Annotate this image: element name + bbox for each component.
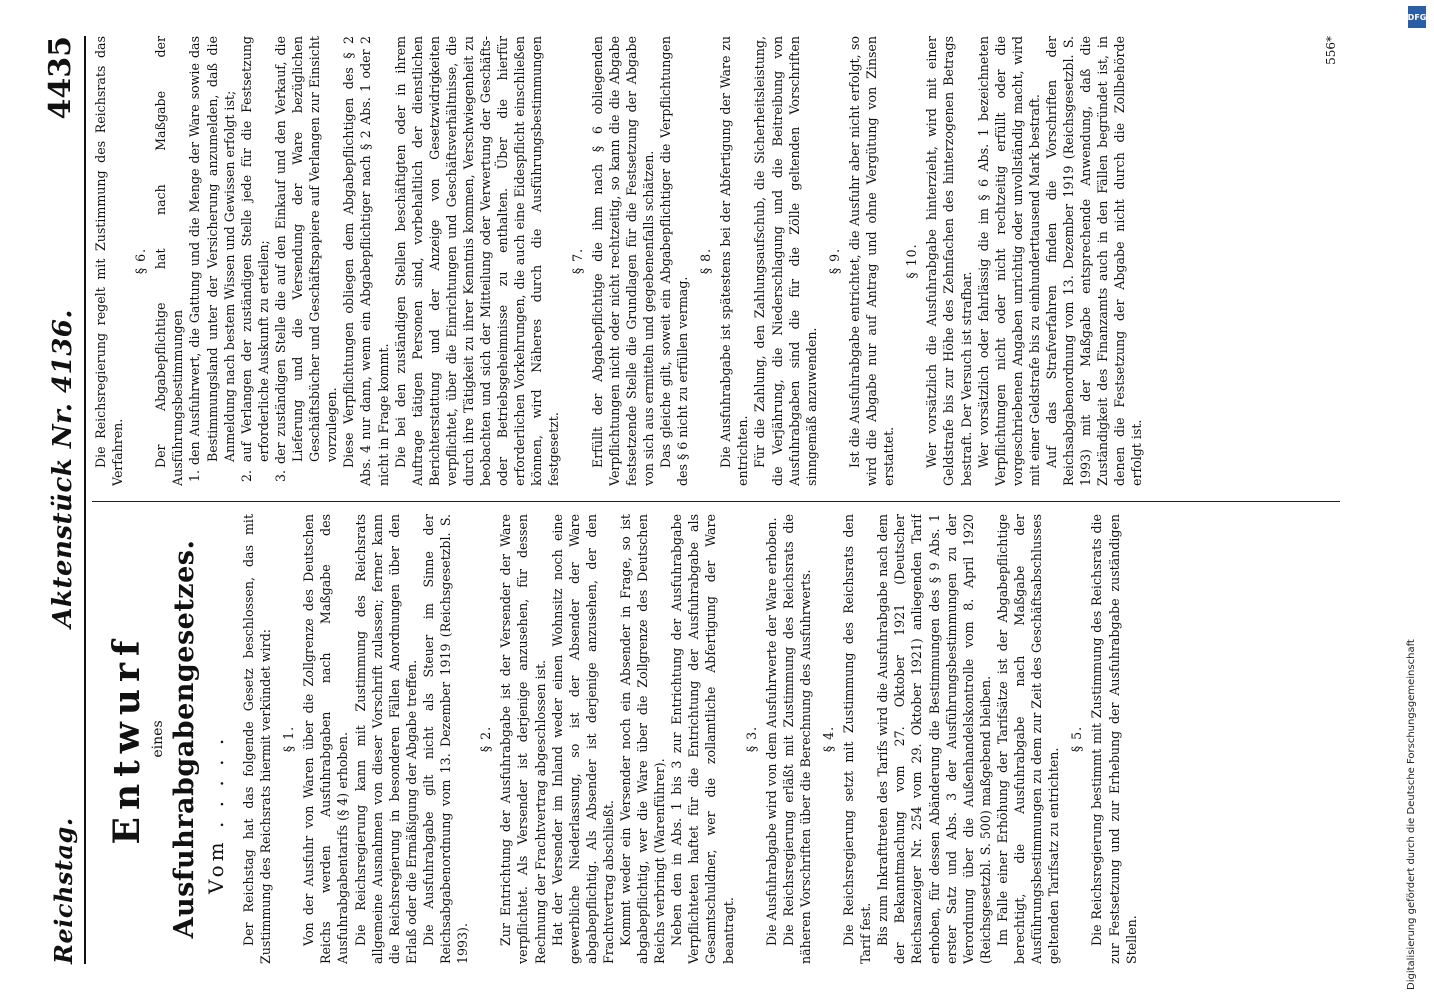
section-heading-2: § 2. [478,725,494,753]
paragraph: Die Ausfuhrabgabe gilt nicht als Steuer im Sinne der Reichsabgabenordnung vom 13. Dezember 1919 (Reichsgesetzbl. S. 1993). [420,514,471,964]
paragraph: Von der Ausfuhr von Waren über die Zollgrenze des Deutschen Reichs werden Ausfuhrabgaben nach Maßgabe des Ausfuhrabgabentarifs (§ 4) erhoben. [301,514,351,964]
section-heading-6: § 6. [133,247,149,275]
section-heading-4: § 4. [821,725,836,753]
section-heading-3: § 3. [743,725,759,753]
text-columns [92,36,1340,964]
list-item: 1. den Ausfuhrwert, die Gattung und die Menge der Ware sowie das Bestimmungsland unter der Versicherung anzumelden, daß die Anmeldung nach bestem Wissen und Gewissen erfolgt ist; [187,36,237,482]
header-reichstag: Reichstag. [49,817,78,964]
paragraph: Diese Verpflichtungen obliegen dem Abgabepflichtigen des § 2 Abs. 4 nur dann, wenn ein Abgabepflichtiger nach § 2 Abs. 1 oder 2 nicht in Frage kommt. [341,36,391,486]
paragraph: Die Ausfuhrabgabe ist spätestens bei der Abfertigung der Ware zu entrichten. [718,36,751,486]
paragraph: Die Reichsregierung erläßt mit Zustimmung des Reichsrats die näheren Vorschriften über die Berechnung des Ausfuhrwerts. [780,514,813,964]
paragraph: Für die Zahlung, den Zahlungsaufschub, die Sicherheitsleistung, die Verjährung, die Niederschlagung und die Beitreibung von Ausfuhrabgaben sind die für die Zölle geltenden Vorschriften sinngemäß anzuwenden. [752,36,819,486]
section-heading-10: § 10. [904,243,920,279]
paragraph: Wer vorsätzlich oder fahrlässig die im § 6 Abs. 1 bezeichneten Verpflichtungen nicht oder nicht rechtzeitig erfüllt oder die vorgeschriebenen Angaben unrichtig oder unvollständig macht, wird mit einer Geldstrafe bis zu einhunderttausend Mark bestraft. [975,36,1042,486]
paragraph: Der Abgabepflichtige hat nach Maßgabe der Ausführungsbestimmungen [153,36,186,486]
left-column [92,514,1340,964]
paragraph: Erfüllt der Abgabepflichtige die ihm nach § 6 obliegenden Verpflichtungen nicht oder nicht rechtzeitig, so kann die die Abgabe festsetzende Stelle die Grundlagen für die Festsetzung der Abgabe von sich aus ermitteln und gegebenenfalls schätzen. [589,36,656,486]
paragraph: Bis zum Inkrafttreten des Tarifs wird die Ausfuhrabgabe nach dem der Bekanntmachung vom 27. Oktober 1921 (Deutscher Reichsanzeiger Nr. 254 vom 29. Oktober 1921) anliegenden Tarif erhoben, für dessen Abänderung die Bestimmungen des § 9 Abs. 1 erster Satz und Abs. 3 der Ausführungsbestimmungen zu der Verordnung über die Außenhandelskontrolle vom 8. April 1920 (Reichsgesetzbl. S. 500) maßgebend bleiben. [875,514,993,964]
list-item: 3. der zuständigen Stelle die auf den Einkauf und den Verkauf, die Lieferung und die Versendung der Ware bezüglichen Geschäftsbücher und Geschäftspapiere auf Verlangen zur Einsicht vorzulegen. [272,36,340,482]
section-heading-8: § 8. [698,247,714,275]
section-heading-5: § 5. [1069,725,1085,753]
paragraph: Das gleiche gilt, soweit ein Abgabepflichtiger die Verpflichtungen des § 6 nicht zu erfüllen vermag. [658,36,691,486]
section-heading-9: § 9. [826,247,842,275]
section-heading-7: § 7. [569,247,585,275]
title-entwurf: Entwurf [106,633,148,845]
header-aktenstueck: Aktenstück Nr. 4136. [48,309,78,628]
paragraph: Die bei den zuständigen Stellen beschäftigten oder in ihrem Auftrage tätigen Personen sind, vorbehaltlich der dienstlichen Berichterstattung und der Anzeige von Gesetzwidrigkeiten verpflichtet, über die Einrichtungen und Geschäftsverhältnisse, die durch ihre Tätigkeit zu ihrer Kenntnis kommen, Verschwiegenheit zu beobachten und sich der Mitteilung oder Verwertung der Geschäfts- oder Betriebsgeheimnisse zu enthalten. Über die hierfür erforderlichen Vorkehrungen, die auch eine Eidespflicht einschließen können, wird Näheres durch die Ausführungsbestimmungen festgesetzt. [392,36,562,486]
paragraph: Die Reichsregierung setzt mit Zustimmung des Reichsrats den Tarif fest. [841,514,874,964]
title-main: Ausfuhrabgabengesetzes. [169,539,200,939]
title-block [106,514,230,964]
paragraph: Zur Entrichtung der Ausfuhrabgabe ist der Versender der Ware verpflichtet. Als Versender ist derjenige anzusehen, für dessen Rechnung der Frachtvertrag abgeschlossen ist. [498,514,548,964]
page-number: 4435 [43,36,78,120]
paragraph: Hat der Versender im Inland weder einen Wohnsitz noch eine gewerbliche Niederlassung, so ist der Absender der Ware abgabepflichtig. Als Absender ist derjenige anzusehen, der den Frachtvertrag abschließt. [549,514,616,964]
title-eines: eines [150,720,166,758]
paragraph: Ist die Ausfuhrabgabe entrichtet, die Ausfuhr aber nicht erfolgt, so wird die Abgabe nur auf Antrag und ohne Vergütung von Zinsen erstattet. [846,36,897,486]
list-item: 2. auf Verlangen der zuständigen Stelle jede für die Festsetzung erforderliche Auskunft zu erteilen; [238,36,271,482]
credit-text: Digitalisierung gefördert durch die Deutsche Forschungsgemeinschaft [1406,639,1417,990]
column-divider [92,501,1340,502]
paragraph: Auf das Strafverfahren finden die Vorschriften der Reichsabgabenordnung vom 13. Dezember 1919 (Reichsgesetzbl. S. 1993) mit der Maßgabe entsprechende Anwendung, daß die Zuständigkeit des Finanzamts auch in den Fällen begründet ist, in denen die Festsetzung der Abgabe nicht durch die Zollbehörde erfolgt ist. [1043,36,1145,486]
title-vom: Vom . . . . . [204,734,228,894]
paragraph: Im Falle einer Erhöhung der Tarifsätze ist der Abgabepflichtige berechtigt, die Ausfuhrabgabe nach Maßgabe der Ausführungsbestimmungen zu dem zur Zeit des Geschäftsabschlusses geltenden Tarifsatz zu entrichten. [994,514,1062,964]
paragraph: Die Reichsregierung regelt mit Zustimmung des Reichsrats das Verfahren. [93,36,126,486]
page-header [34,36,86,964]
page-footnote: 556* [1323,36,1338,65]
paragraph: Die Ausfuhrabgabe wird von dem Ausfuhrwerte der Ware erhoben. [763,517,779,946]
digitization-credit [1396,0,1434,1000]
section-heading-1: § 1. [281,725,297,753]
paragraph: Neben den in Abs. 1 bis 3 zur Entrichtung der Ausfuhrabgabe Verpflichteten haftet für die Entrichtung der Ausfuhrabgabe als Gesamtschuldner, wer die zollamtliche Abfertigung der Ware beantragt. [669,514,736,964]
dfg-logo-icon: DFG [1408,6,1426,28]
paragraph: Kommt weder ein Versender noch ein Absender in Frage, so ist abgabepflichtig, wer die Ware über die Zollgrenze des Deutschen Reichs verbringt (Warenführer). [617,514,668,964]
paragraph: Die Reichsregierung bestimmt mit Zustimmung des Reichsrats die zur Festsetzung und zur Erhebung der Ausfuhrabgabe zuständigen Stellen. [1089,514,1139,964]
paragraph: Wer vorsätzlich die Ausfuhrabgabe hinterzieht, wird mit einer Geldstrafe bis zur Höhe des Zehnfachen des hinterzogenen Betrags bestraft. Der Versuch ist strafbar. [924,36,974,486]
intro-paragraph: Der Reichstag hat das folgende Gesetz beschlossen, das mit Zustimmung des Reichsrats hiermit verkündet wird: [241,514,274,964]
paragraph: Die Reichsregierung kann mit Zustimmung des Reichsrats allgemeine Ausnahmen von dieser Vorschrift zulassen; ferner kann die Reichsregierung in besonderen Fällen Anordnungen über den Erlaß oder die Ermäßigung der Abgabe treffen. [352,514,419,964]
right-column [92,36,1340,486]
